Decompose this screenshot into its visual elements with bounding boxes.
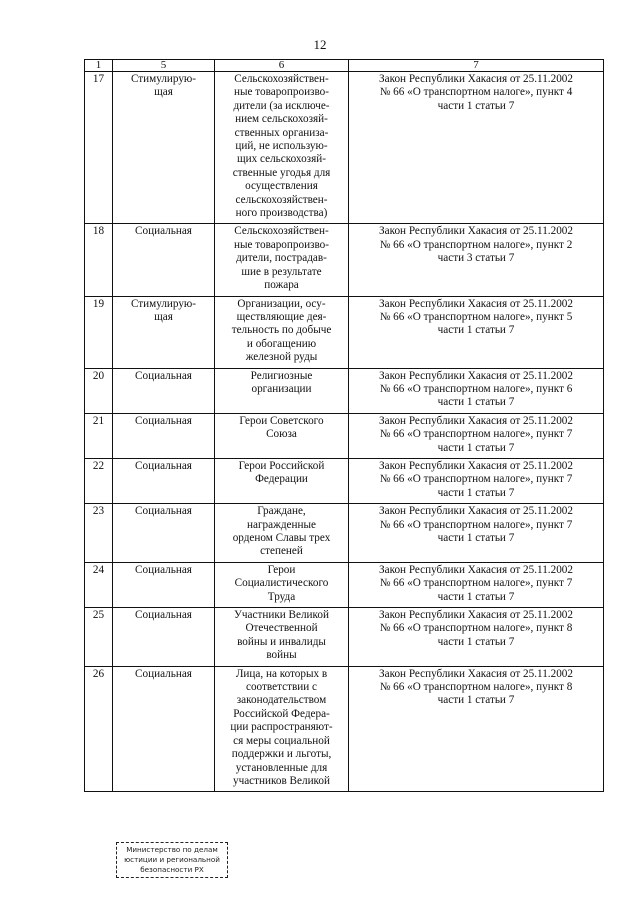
row-law-reference: Закон Республики Хакасия от 25.11.2002 № 66 «О транспортном налоге», пункт 8 части 1 статьи 7 — [349, 666, 604, 792]
row-number: 18 — [85, 224, 113, 296]
row-number: 24 — [85, 562, 113, 607]
table-row — [85, 72, 604, 224]
row-beneficiaries: Участники Великой Отечественной войны и инвалиды войны — [215, 608, 349, 667]
table-row — [85, 296, 604, 368]
row-number: 21 — [85, 413, 113, 458]
row-law-reference: Закон Республики Хакасия от 25.11.2002 № 66 «О транспортном налоге», пункт 7 части 1 статьи 7 — [349, 504, 604, 563]
row-law-reference: Закон Республики Хакасия от 25.11.2002 № 66 «О транспортном налоге», пункт 7 части 1 статьи 7 — [349, 413, 604, 458]
row-number: 19 — [85, 296, 113, 368]
stamp-line: Министерство по делам — [126, 845, 218, 854]
row-category: Социальная — [113, 368, 215, 413]
row-law-reference: Закон Республики Хакасия от 25.11.2002 № 66 «О транспортном налоге», пункт 7 части 1 статьи 7 — [349, 458, 604, 503]
row-category: Социальная — [113, 666, 215, 792]
table-row — [85, 368, 604, 413]
table-row — [85, 224, 604, 296]
table-row — [85, 562, 604, 607]
row-number: 26 — [85, 666, 113, 792]
header-col-6: 6 — [215, 60, 349, 72]
row-category: Социальная — [113, 224, 215, 296]
table-row — [85, 413, 604, 458]
header-col-7: 7 — [349, 60, 604, 72]
stamp-line: безопасности РХ — [140, 865, 204, 874]
table-row — [85, 504, 604, 563]
row-category: Социальная — [113, 413, 215, 458]
table-row — [85, 666, 604, 792]
row-beneficiaries: Герои Советского Союза — [215, 413, 349, 458]
row-beneficiaries: Сельскохозяйствен- ные товаропроизво- дители (за исключе- нием сельскохозяй- ственных организа- ций, не использую- щих сельскохозяй- ственные угодья для осуществления сельскохозяйствен- ного производства) — [215, 72, 349, 224]
row-law-reference: Закон Республики Хакасия от 25.11.2002 № 66 «О транспортном налоге», пункт 6 части 1 статьи 7 — [349, 368, 604, 413]
row-category: Социальная — [113, 608, 215, 667]
row-beneficiaries: Организации, осу- ществляющие дея- тельность по добыче и обогащению железной руды — [215, 296, 349, 368]
page-number: 12 — [313, 37, 327, 52]
benefits-table — [84, 59, 604, 792]
row-beneficiaries: Сельскохозяйствен- ные товаропроизво- дители, пострадав- шие в результате пожара — [215, 224, 349, 296]
row-category: Социальная — [113, 562, 215, 607]
table-body — [85, 72, 604, 792]
table-header — [85, 60, 604, 72]
row-law-reference: Закон Республики Хакасия от 25.11.2002 № 66 «О транспортном налоге», пункт 2 части 3 статьи 7 — [349, 224, 604, 296]
ministry-stamp — [116, 842, 228, 878]
header-col-1: 1 — [85, 60, 113, 72]
table-row — [85, 608, 604, 667]
stamp-line: юстиции и региональной — [124, 855, 220, 864]
row-beneficiaries: Герои Российской Федерации — [215, 458, 349, 503]
row-law-reference: Закон Республики Хакасия от 25.11.2002 № 66 «О транспортном налоге», пункт 4 части 1 статьи 7 — [349, 72, 604, 224]
row-law-reference: Закон Республики Хакасия от 25.11.2002 № 66 «О транспортном налоге», пункт 8 части 1 статьи 7 — [349, 608, 604, 667]
header-col-5: 5 — [113, 60, 215, 72]
row-number: 17 — [85, 72, 113, 224]
row-number: 25 — [85, 608, 113, 667]
row-number: 22 — [85, 458, 113, 503]
row-law-reference: Закон Республики Хакасия от 25.11.2002 № 66 «О транспортном налоге», пункт 7 части 1 статьи 7 — [349, 562, 604, 607]
row-law-reference: Закон Республики Хакасия от 25.11.2002 № 66 «О транспортном налоге», пункт 5 части 1 статьи 7 — [349, 296, 604, 368]
table-row — [85, 458, 604, 503]
row-beneficiaries: Религиозные организации — [215, 368, 349, 413]
row-beneficiaries: Лица, на которых в соответствии с законодательством Российской Федера- ции распространяют- ся меры социальной поддержки и льготы, установленные для участников Великой — [215, 666, 349, 792]
row-category: Стимулирую- щая — [113, 72, 215, 224]
row-beneficiaries: Герои Социалистического Труда — [215, 562, 349, 607]
row-number: 20 — [85, 368, 113, 413]
row-category: Социальная — [113, 458, 215, 503]
row-category: Социальная — [113, 504, 215, 563]
row-beneficiaries: Граждане, награжденные орденом Славы трех степеней — [215, 504, 349, 563]
row-category: Стимулирую- щая — [113, 296, 215, 368]
row-number: 23 — [85, 504, 113, 563]
